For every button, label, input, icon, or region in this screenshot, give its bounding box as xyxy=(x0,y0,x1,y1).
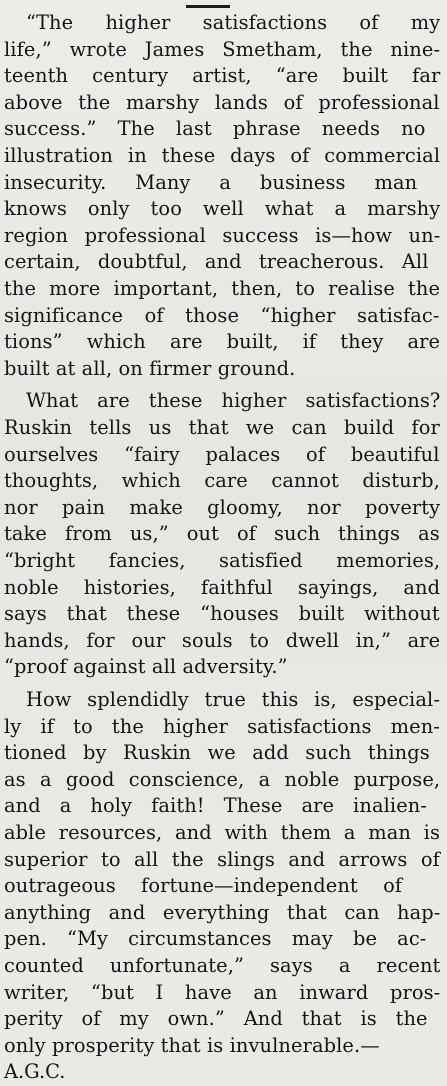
article-line: above the marshy lands of professional xyxy=(4,90,440,114)
article-line: as a good conscience, a noble purpose, xyxy=(4,767,441,791)
article-line: able resources, and with them a man is xyxy=(4,821,441,844)
article-line: perity of my own.” And that is the xyxy=(4,1007,428,1031)
article-line: anything and everything that can hap- xyxy=(4,900,441,924)
article-line: illustration in these days of commercial xyxy=(4,144,441,167)
article-line: What are these higher satisfactions? xyxy=(26,389,441,413)
article-line: outrageous fortune—independent of xyxy=(4,874,403,898)
article-line: region professional success is—how un- xyxy=(4,223,441,247)
article-line: success.” The last phrase needs no xyxy=(4,117,426,141)
article-line: hands, for our souls to dwell in,” are xyxy=(4,628,441,652)
article-line: thoughts, which care cannot disturb, xyxy=(4,469,440,493)
article-line: the more important, then, to realise the xyxy=(4,277,441,300)
article-line: says that these “houses built without xyxy=(4,602,440,626)
article-line: noble histories, faithful sayings, and xyxy=(4,575,441,599)
article-line: “proof against all adversity.” xyxy=(4,655,288,679)
article-line: built at all, on firmer ground. xyxy=(4,356,296,380)
article-line: nor pain make gloomy, nor poverty xyxy=(4,495,441,519)
article-line: “The higher satisfactions of my xyxy=(26,11,441,34)
article-line: significance of those “higher satisfac- xyxy=(4,303,440,327)
article-line: pen. “My circumstances may be ac- xyxy=(4,927,427,951)
article-line: teenth century artist, “are built far xyxy=(4,64,441,88)
article-line: “bright fancies, satisfied memories, xyxy=(4,549,441,572)
article-line: ly if to the higher satisfactions men- xyxy=(4,714,440,738)
article-line: writer, “but I have an inward pros- xyxy=(4,980,441,1004)
article-line: counted unfortunate,” says a recent xyxy=(4,954,441,977)
article-line: take from us,” out of such things as xyxy=(4,522,440,546)
article-line: knows only too well what a marshy xyxy=(4,197,441,221)
article-line: life,” wrote James Smetham, the nine- xyxy=(4,37,441,61)
article-line: How splendidly true this is, especial- xyxy=(26,688,440,711)
article-line: and a holy faith! These are inalien- xyxy=(4,794,428,818)
article-line: ourselves “fairy palaces of beautiful xyxy=(4,442,440,466)
article-line: tions” which are built, if they are xyxy=(4,330,441,354)
article-line: Ruskin tells us that we can build for xyxy=(4,416,440,439)
author-signature: A.G.C. xyxy=(4,1060,66,1084)
article-line: only prosperity that is invulnerable.— xyxy=(4,1033,380,1057)
article-line: superior to all the slings and arrows of xyxy=(4,847,440,871)
article-line: certain, doubtful, and treacherous. All xyxy=(4,250,429,274)
article-line: insecurity. Many a business man xyxy=(4,170,418,194)
article-line: tioned by Ruskin we add such things xyxy=(4,741,430,765)
